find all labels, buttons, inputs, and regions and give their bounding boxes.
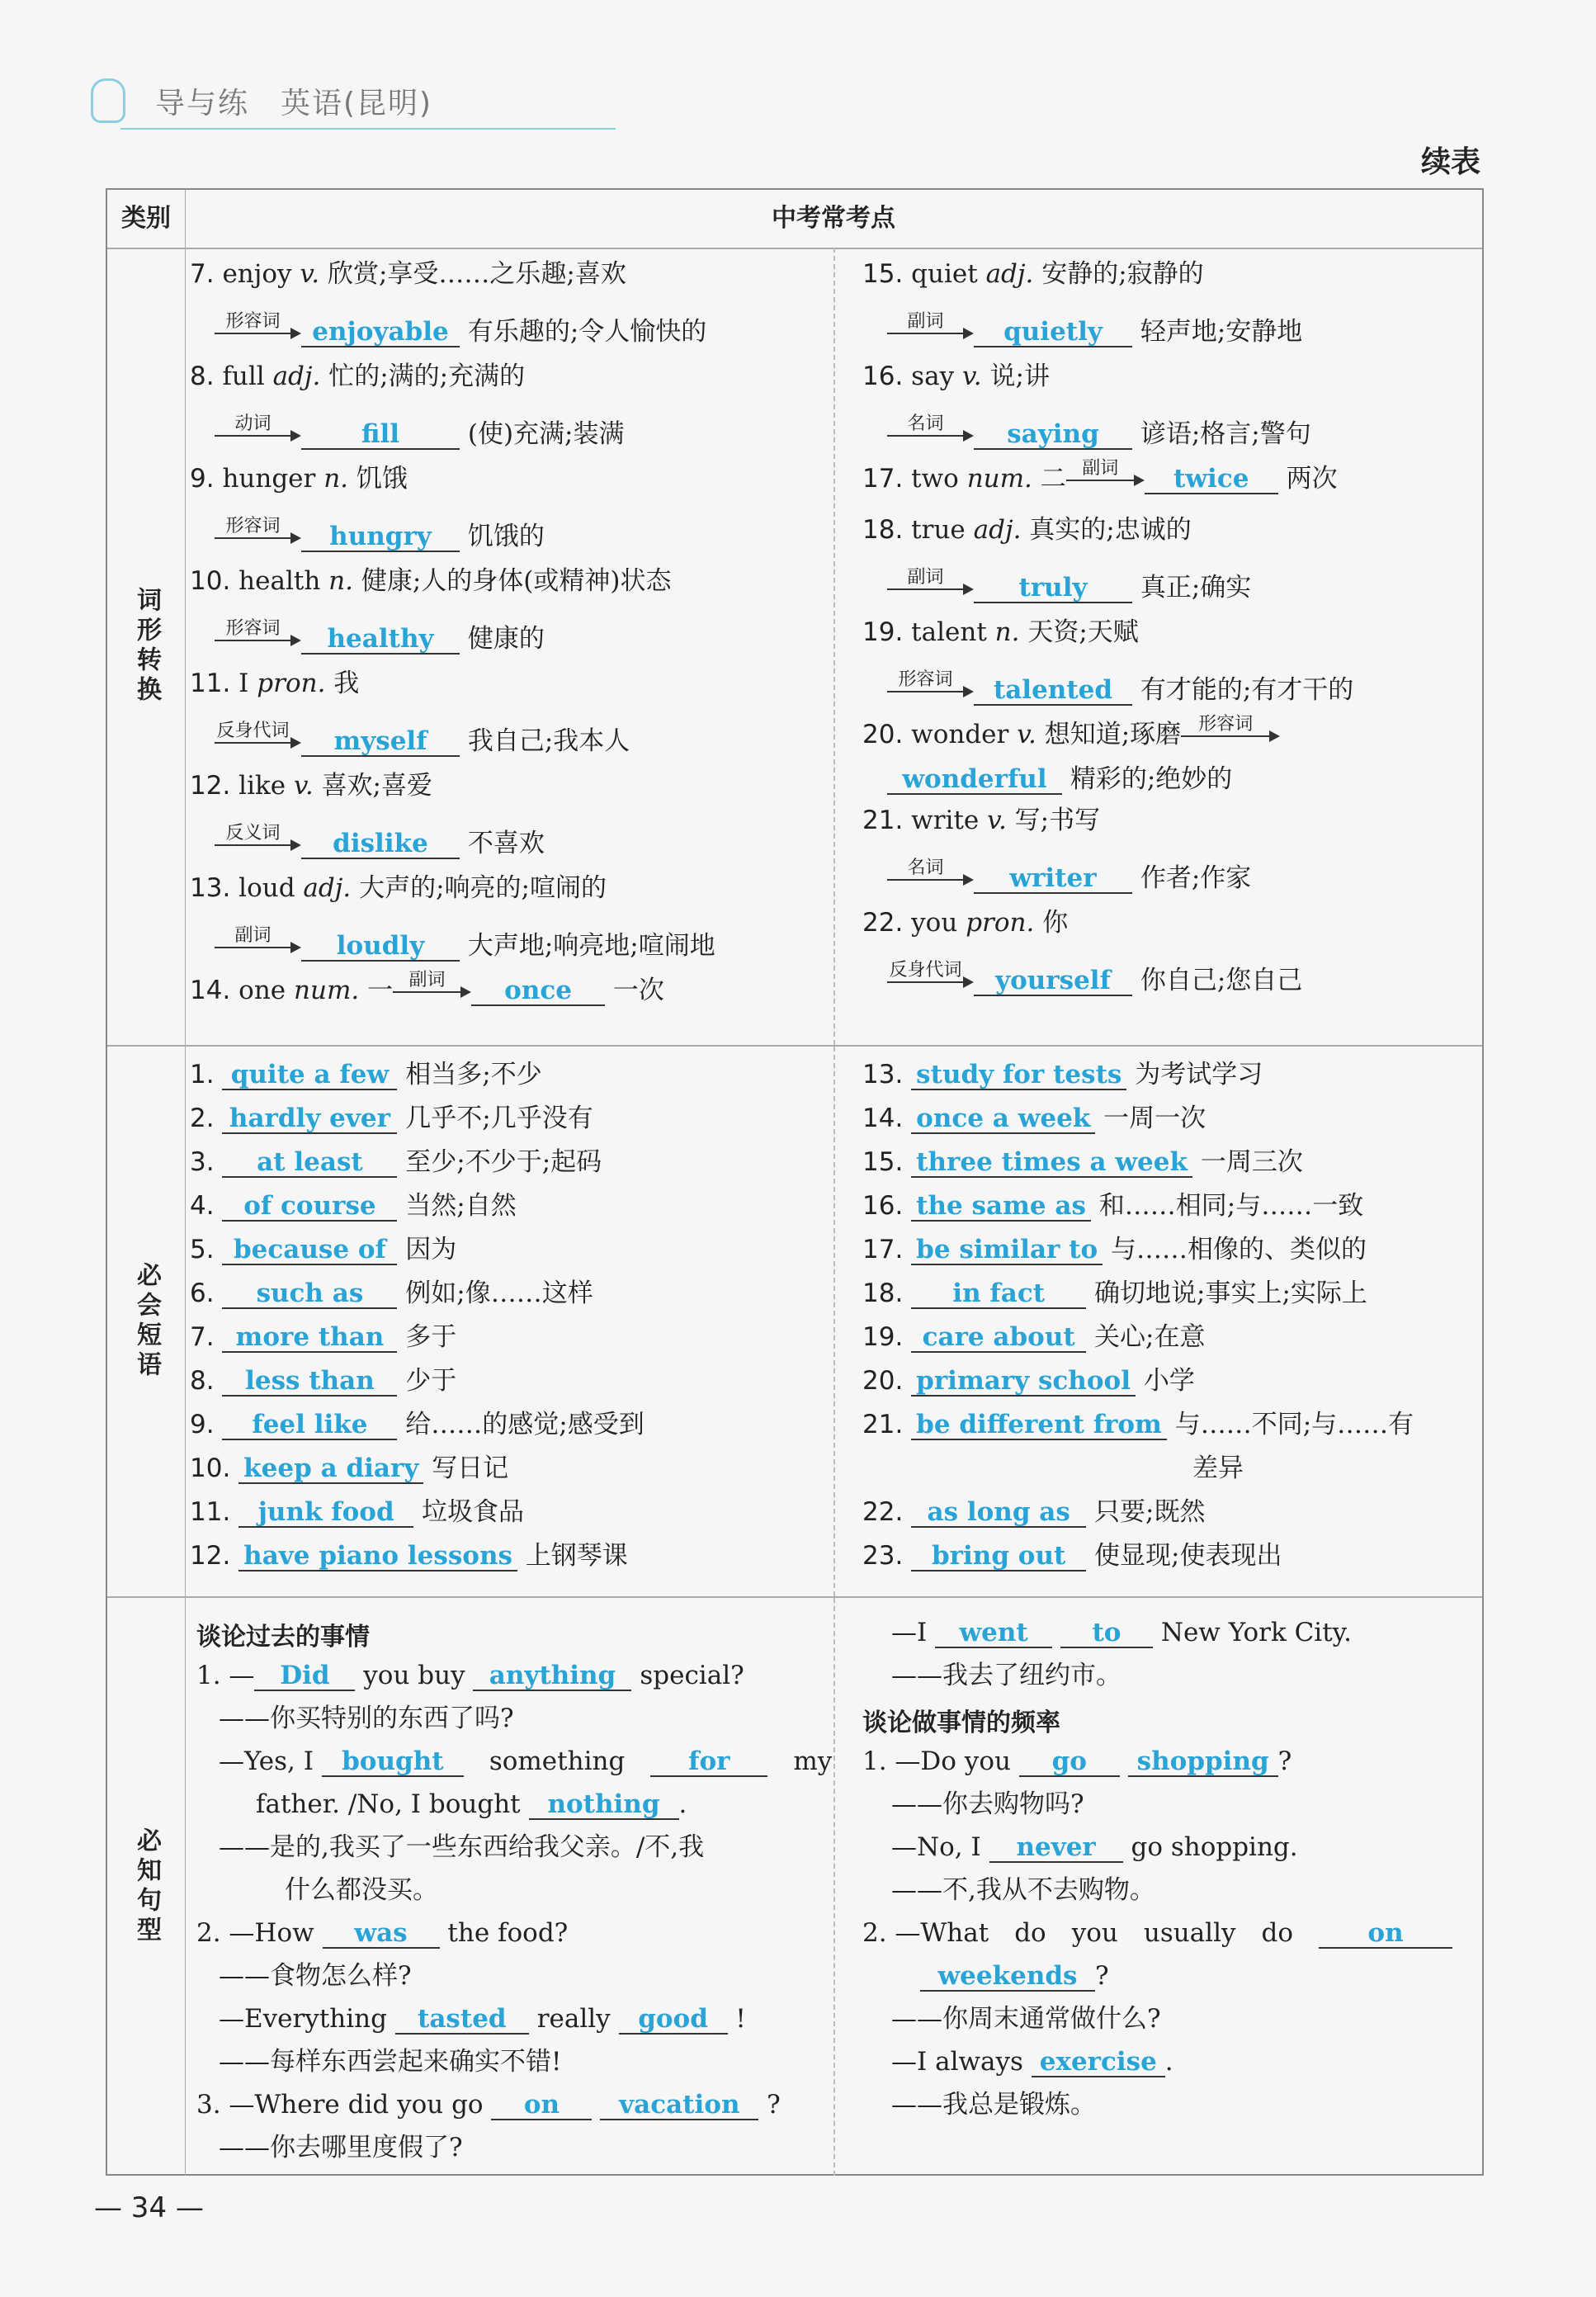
word-form-item: 10. health n. 健康;人的身体(或精神)状态: [190, 566, 672, 596]
word-form-item: 12. like v. 喜欢;喜爱: [190, 771, 433, 801]
sentence-line: ——你周末通常做什么?: [891, 2004, 1161, 2034]
arrow-icon: 副词: [393, 982, 471, 1002]
sentence-line: —I went to New York City.: [891, 1618, 1352, 1647]
sentence-line: 2. —What do you usually do on: [862, 1917, 1452, 1950]
phrase-item: 19. care about 关心;在意: [862, 1322, 1206, 1352]
subhead-frequency: 谈论做事情的频率: [862, 1709, 1060, 1737]
phrase-item: 1. quite a few 相当多;不少: [190, 1060, 542, 1089]
phrase-item: 9. feel like 给……的感觉;感受到: [190, 1410, 645, 1439]
phrase-item: 3. at least 至少;不少于;起码: [190, 1147, 602, 1177]
word-form-item: 16. say v. 说;讲: [862, 362, 1050, 391]
header-rule: [120, 128, 616, 130]
sentence-line: 2. —How was the food?: [196, 1918, 569, 1948]
phrase-item: 22. as long as 只要;既然: [862, 1497, 1206, 1527]
phrase-item: 7. more than 多于: [190, 1322, 457, 1352]
sentence-line: ——我去了纽约市。: [891, 1661, 1121, 1690]
header-points: 中考常考点: [772, 204, 895, 233]
phrase-item: 2. hardly ever 几乎不;几乎没有: [190, 1104, 593, 1133]
phrase-item: 4. of course 当然;自然: [190, 1191, 517, 1221]
arrow-icon: 副词: [887, 324, 974, 343]
arrow-icon: 反身代词: [215, 733, 301, 753]
page-number: — 34 —: [94, 2191, 204, 2224]
phrase-item: 12. have piano lessons 上钢琴课: [190, 1541, 628, 1571]
sentence-line: ——我总是锻炼。: [891, 2090, 1096, 2120]
continued-label: 续表: [1420, 145, 1480, 179]
word-form-item: 18. true adj. 真实的;忠诚的: [862, 515, 1192, 545]
word-form-item: 7. enjoy v. 欣赏;享受……之乐趣;喜欢: [190, 259, 626, 289]
category-label: 词形转换: [132, 587, 161, 706]
arrow-icon: 名词: [887, 870, 974, 890]
phrase-item: 16. the same as 和……相同;与……一致: [862, 1191, 1364, 1221]
word-form-item: 20. wonder v. 想知道;琢磨 形容词: [862, 718, 1280, 751]
word-form-answer-line: 副词 quietly 轻声地;安静地: [887, 315, 1302, 348]
sentence-line: weekends ?: [920, 1959, 1109, 1992]
category-label: 必知句型: [132, 1827, 161, 1946]
phrase-item: 20. primary school 小学: [862, 1366, 1195, 1396]
section-phrases: [107, 1047, 1482, 1598]
arrow-icon: 名词: [887, 426, 974, 446]
word-form-item: 21. write v. 写;书写: [862, 806, 1101, 835]
phrase-item: 8. less than 少于: [190, 1366, 457, 1396]
word-form-answer-line: 形容词 hungry 饥饿的: [215, 520, 545, 553]
word-form-answer-line: 形容词 enjoyable 有乐趣的;令人愉快的: [215, 315, 706, 348]
word-form-answer-line: 名词 writer 作者;作家: [887, 862, 1251, 895]
sentence-line: ——你买特别的东西了吗?: [219, 1704, 514, 1733]
sentence-line: ——你去哪里度假了?: [219, 2133, 463, 2162]
arrow-icon: 形容词: [215, 528, 301, 548]
arrow-icon: 反义词: [215, 835, 301, 855]
word-form-answer-line: 反身代词 myself 我自己;我本人: [215, 725, 630, 758]
word-form-answer-line: wonderful 精彩的;绝妙的: [887, 763, 1232, 796]
points-table: [106, 188, 1484, 2176]
category-label: 必会短语: [132, 1262, 161, 1381]
arrow-icon: 形容词: [215, 631, 301, 650]
sentence-line: —No, I never go shopping.: [891, 1832, 1298, 1862]
sentence-line: —I always exercise .: [891, 2047, 1173, 2077]
arrow-icon: 副词: [215, 938, 301, 957]
sentence-line: 3. —Where did you go on vacation ?: [196, 2090, 781, 2120]
phrase-item: 10. keep a diary 写日记: [190, 1453, 509, 1483]
arrow-icon: 反身代词: [887, 972, 974, 992]
arrow-icon: 形容词: [1181, 726, 1280, 746]
sentence-line: father. /No, I bought nothing .: [256, 1789, 687, 1819]
phrase-item: 18. in fact 确切地说;事实上;实际上: [862, 1278, 1367, 1308]
word-form-item: 13. loud adj. 大声的;响亮的;喧闹的: [190, 873, 607, 903]
sentence-line: 1. — Did you buy anything special?: [196, 1661, 744, 1690]
sentence-line: 1. —Do you go shopping ?: [862, 1746, 1292, 1776]
section-sentences: [107, 1598, 1482, 2176]
word-form-answer-line: 副词 truly 真正;确实: [887, 571, 1251, 604]
subhead-past: 谈论过去的事情: [196, 1623, 370, 1652]
arrow-icon: 形容词: [215, 324, 301, 343]
arrow-icon: 副词: [887, 579, 974, 599]
phrase-item: 6. such as 例如;像……这样: [190, 1278, 593, 1308]
word-form-item: 15. quiet adj. 安静的;寂静的: [862, 259, 1204, 289]
word-form-answer-line: 名词 saying 谚语;格言;警句: [887, 418, 1311, 451]
phrase-wrap: 差异: [1192, 1453, 1244, 1483]
phrase-item: 17. be similar to 与……相像的、类似的: [862, 1235, 1367, 1264]
phrase-item: 15. three times a week 一周三次: [862, 1147, 1303, 1177]
arrow-icon: 副词: [1066, 470, 1145, 490]
sentence-line: ——每样东西尝起来确实不错!: [219, 2047, 562, 2077]
word-form-answer-line: 形容词 talented 有才能的;有才干的: [887, 674, 1353, 707]
word-form-item: 11. I pron. 我: [190, 669, 360, 698]
header-category: 类别: [107, 190, 186, 248]
arrow-icon: 动词: [215, 426, 301, 446]
sentence-line: —Yes, I bought something for my: [219, 1746, 833, 1776]
sentence-line: 什么都没买。: [285, 1875, 438, 1905]
arrow-icon: 形容词: [887, 682, 974, 702]
section-word-forms: [107, 248, 1482, 1047]
word-form-answer-line: 反身代词 yourself 你自己;您自己: [887, 964, 1302, 997]
word-form-item: 17. two num. 二 副词 twice 两次: [862, 457, 1338, 494]
word-form-answer-line: 动词 fill (使)充满;装满: [215, 418, 625, 451]
phrase-item: 23. bring out 使显现;使表现出: [862, 1541, 1282, 1571]
phrase-item: 21. be different from 与……不同;与……有: [862, 1410, 1414, 1439]
phrase-item: 14. once a week 一周一次: [862, 1104, 1206, 1133]
word-form-item: 22. you pron. 你: [862, 908, 1069, 938]
word-form-item: 14. one num. 一 副词 once 一次: [190, 969, 664, 1005]
word-form-item: 19. talent n. 天资;天赋: [862, 617, 1139, 647]
word-form-item: 9. hunger n. 饥饿: [190, 464, 408, 494]
phrase-item: 13. study for tests 为考试学习: [862, 1060, 1263, 1089]
word-form-item: 8. full adj. 忙的;满的;充满的: [190, 362, 526, 391]
word-form-answer-line: 形容词 healthy 健康的: [215, 622, 545, 655]
table-header: [107, 190, 1482, 249]
sentence-line: —Everything tasted really good !: [219, 2004, 746, 2034]
phrase-item: 5. because of 因为: [190, 1235, 457, 1264]
word-form-answer-line: 副词 loudly 大声地;响亮地;喧闹地: [215, 929, 715, 962]
book-logo-icon: [91, 78, 125, 123]
book-title: 导与练 英语(昆明): [155, 87, 433, 121]
phrase-item: 11. junk food 垃圾食品: [190, 1497, 525, 1527]
sentence-line: ——食物怎么样?: [219, 1961, 412, 1991]
sentence-line: ——不,我从不去购物。: [891, 1875, 1155, 1905]
sentence-line: ——你去购物吗?: [891, 1789, 1084, 1819]
word-form-answer-line: 反义词 dislike 不喜欢: [215, 827, 545, 860]
sentence-line: ——是的,我买了一些东西给我父亲。/不,我: [219, 1832, 705, 1862]
